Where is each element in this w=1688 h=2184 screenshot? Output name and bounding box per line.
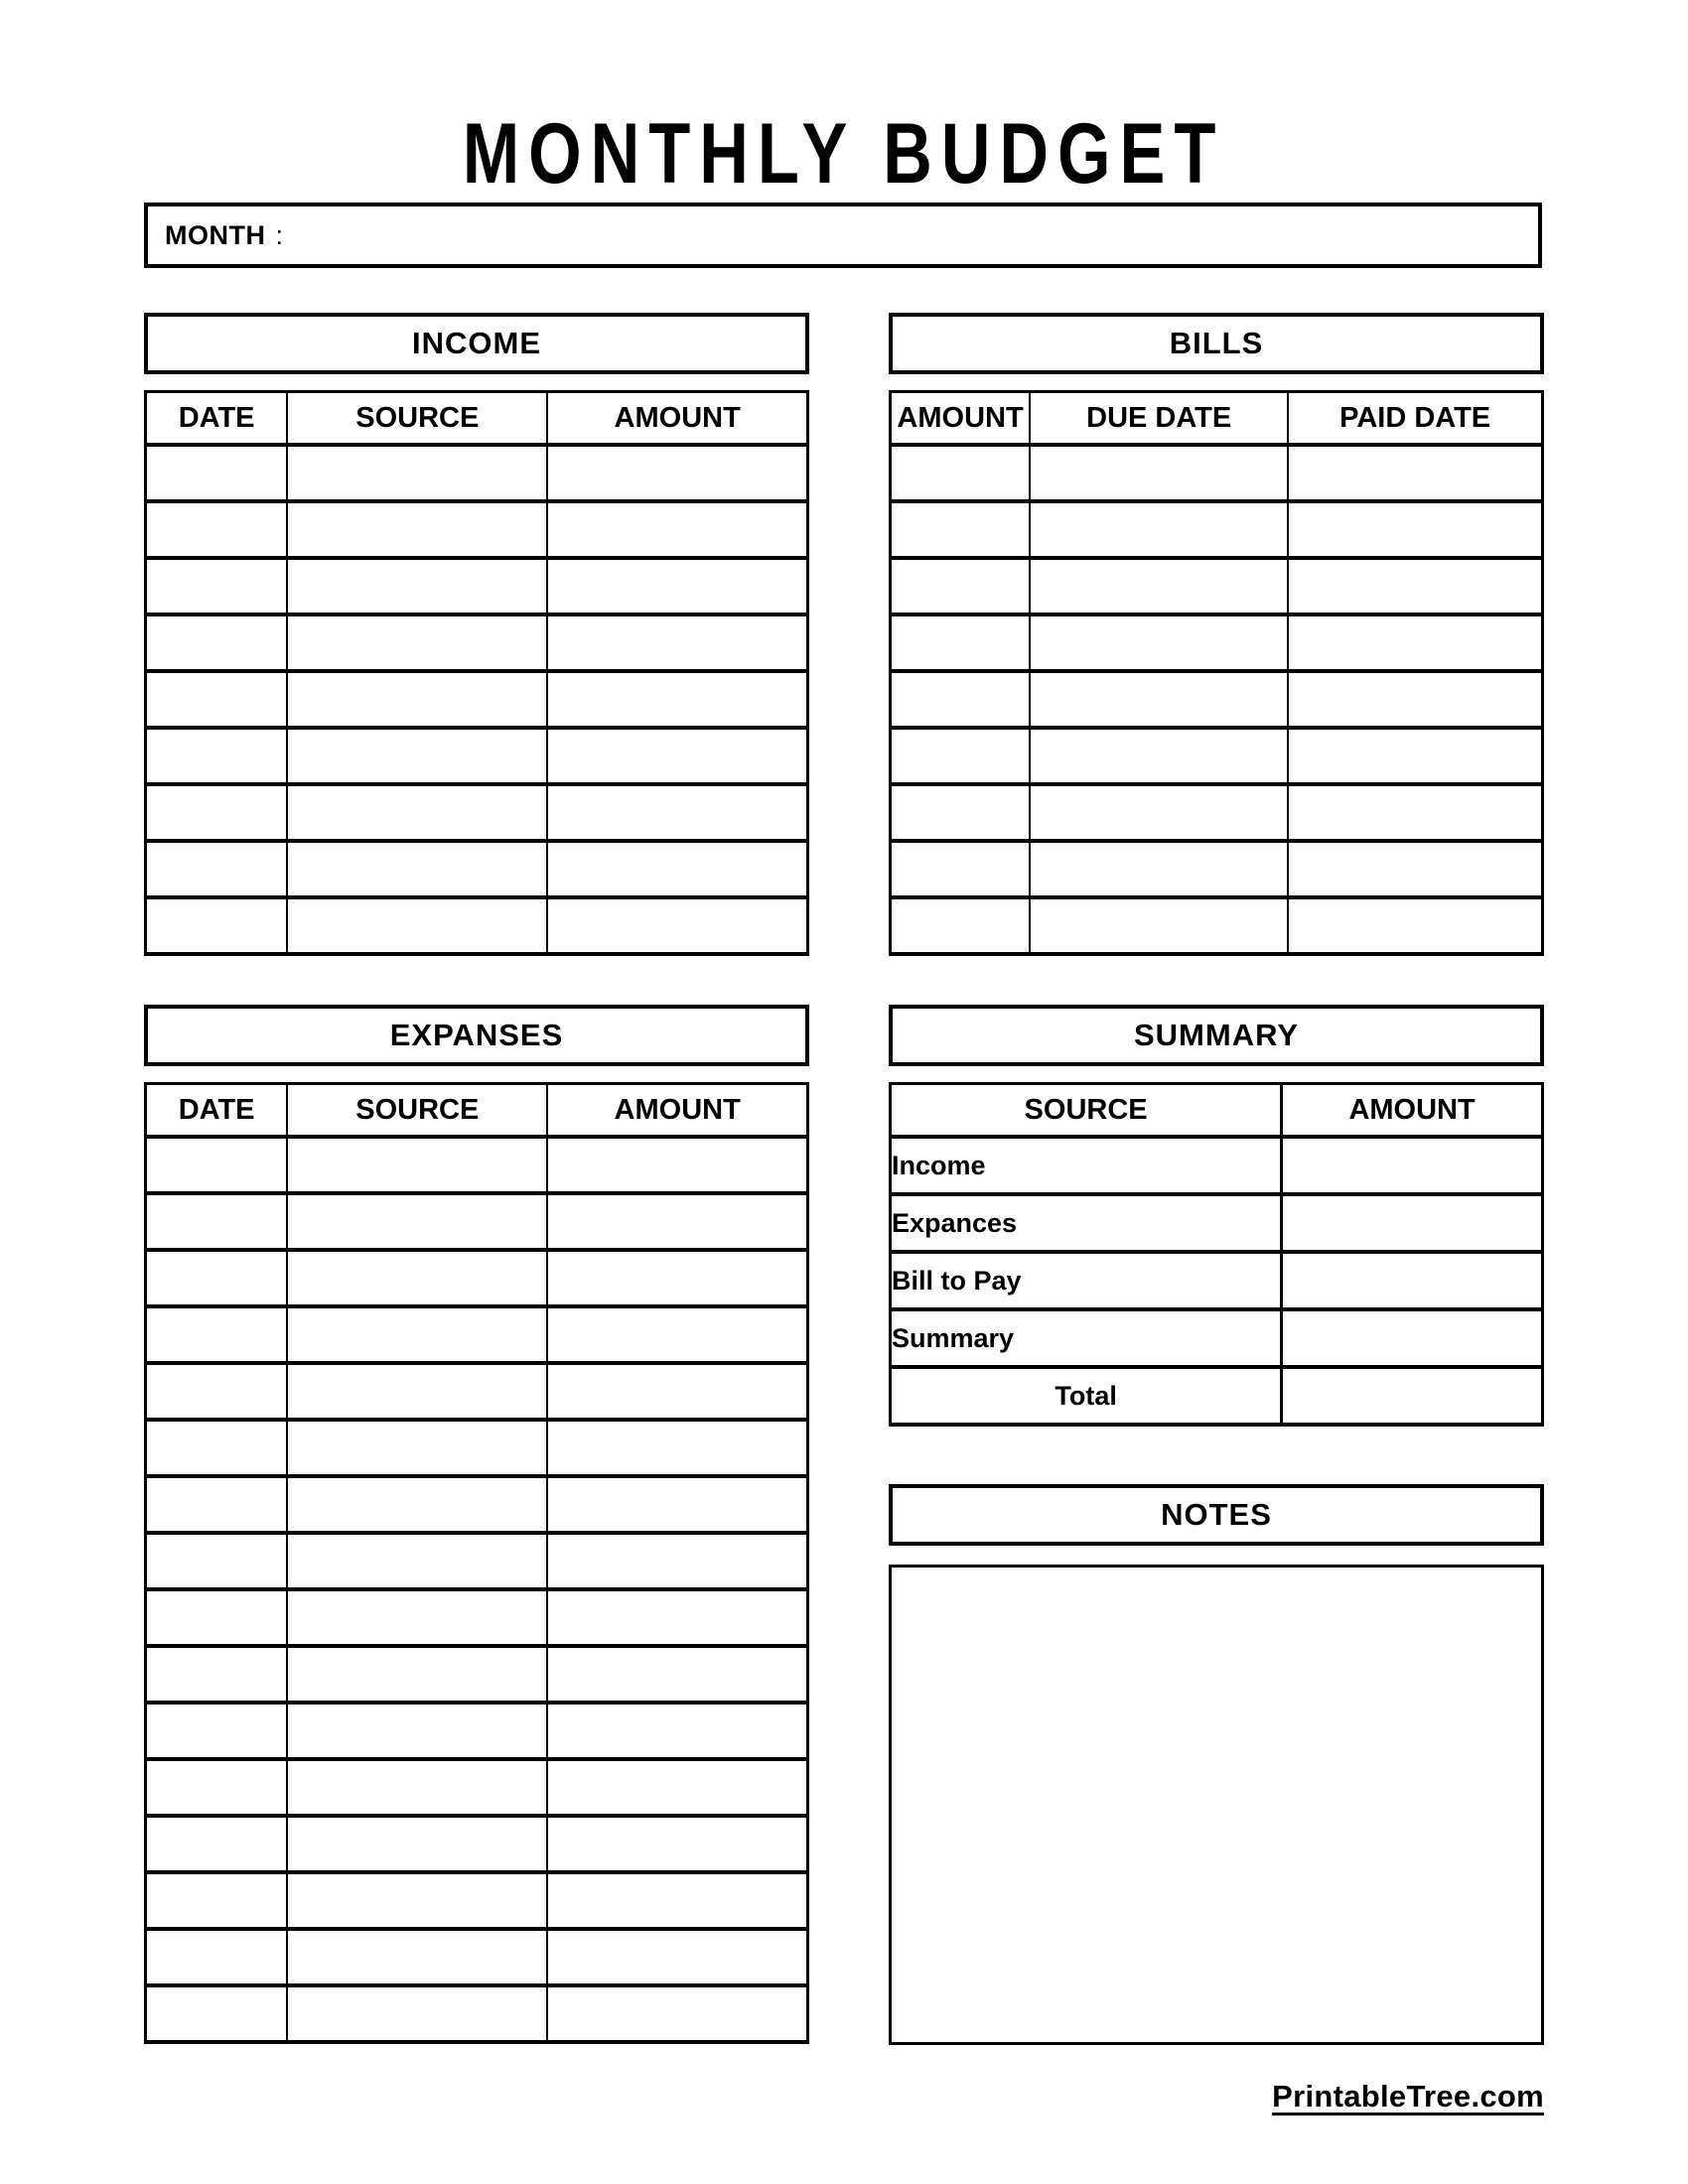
expanses-empty-row xyxy=(146,1306,808,1363)
income-table xyxy=(144,390,809,956)
bills-empty-row-cell[interactable] xyxy=(891,614,1031,671)
summary-total-amount-cell[interactable] xyxy=(1282,1367,1543,1425)
notes-title: NOTES xyxy=(889,1484,1544,1546)
notes-section xyxy=(889,1484,1544,2045)
summary-row-bill-to-pay xyxy=(891,1252,1543,1309)
notes-area[interactable] xyxy=(889,1565,1544,2045)
expanses-header-row xyxy=(146,1084,808,1138)
month-box xyxy=(144,203,1542,268)
expanses-empty-row-cell[interactable] xyxy=(547,1533,807,1589)
summary-expances-amount-cell[interactable] xyxy=(1282,1194,1543,1252)
expanses-empty-row-cell[interactable] xyxy=(146,1703,288,1759)
summary-header-row xyxy=(891,1084,1543,1138)
expanses-empty-row-cell[interactable] xyxy=(287,1872,547,1929)
expanses-empty-row-cell[interactable] xyxy=(146,1193,288,1250)
bills-empty-row xyxy=(891,445,1543,501)
summary-row-income xyxy=(891,1137,1543,1194)
expanses-empty-row-cell[interactable] xyxy=(146,1872,288,1929)
income-empty-row-cell[interactable] xyxy=(146,558,288,614)
income-empty-row-cell[interactable] xyxy=(287,784,547,841)
expanses-empty-row-cell[interactable] xyxy=(146,1137,288,1193)
expanses-empty-row-cell[interactable] xyxy=(146,1476,288,1533)
income-empty-row-cell[interactable] xyxy=(287,501,547,558)
income-title: INCOME xyxy=(144,313,809,374)
expanses-empty-row xyxy=(146,1589,808,1646)
expanses-empty-row-cell[interactable] xyxy=(547,1646,807,1703)
bills-empty-row xyxy=(891,841,1543,897)
income-empty-row-cell[interactable] xyxy=(287,445,547,501)
summary-summary-label: Summary xyxy=(891,1309,1282,1367)
expanses-empty-row-cell[interactable] xyxy=(146,1250,288,1306)
bills-empty-row xyxy=(891,614,1543,671)
expanses-empty-row-cell[interactable] xyxy=(146,1363,288,1420)
bills-section xyxy=(889,313,1544,956)
bills-empty-row xyxy=(891,671,1543,728)
bills-title: BILLS xyxy=(889,313,1544,374)
expanses-empty-row-cell[interactable] xyxy=(547,1193,807,1250)
summary-title: SUMMARY xyxy=(889,1005,1544,1066)
expanses-empty-row-cell[interactable] xyxy=(146,1420,288,1476)
income-empty-row xyxy=(146,445,808,501)
expanses-empty-row xyxy=(146,1816,808,1872)
bills-empty-row xyxy=(891,728,1543,784)
income-empty-row-cell[interactable] xyxy=(146,614,288,671)
expanses-empty-row xyxy=(146,1420,808,1476)
bills-empty-row-cell[interactable] xyxy=(891,445,1031,501)
income-empty-row xyxy=(146,728,808,784)
bills-empty-row-cell[interactable] xyxy=(1030,897,1288,954)
bills-empty-row-cell[interactable] xyxy=(1030,728,1288,784)
expanses-empty-row xyxy=(146,1703,808,1759)
income-empty-row-cell[interactable] xyxy=(547,841,807,897)
bills-empty-row-cell[interactable] xyxy=(891,784,1031,841)
bills-empty-row-cell[interactable] xyxy=(1288,558,1542,614)
expanses-empty-row-cell[interactable] xyxy=(287,1476,547,1533)
summary-bill-to-pay-label: Bill to Pay xyxy=(891,1252,1282,1309)
bills-empty-row-cell[interactable] xyxy=(1030,445,1288,501)
expanses-col-source: SOURCE xyxy=(287,1084,547,1138)
summary-row-expances xyxy=(891,1194,1543,1252)
month-label: MONTH xyxy=(165,219,266,250)
income-empty-row-cell[interactable] xyxy=(146,445,288,501)
bills-empty-row-cell[interactable] xyxy=(1288,501,1542,558)
income-empty-row-cell[interactable] xyxy=(146,784,288,841)
bills-empty-row xyxy=(891,897,1543,954)
expanses-empty-row-cell[interactable] xyxy=(547,1872,807,1929)
expanses-empty-row-cell[interactable] xyxy=(146,1646,288,1703)
income-empty-row-cell[interactable] xyxy=(547,671,807,728)
bills-table xyxy=(889,390,1544,956)
bills-empty-row-cell[interactable] xyxy=(1288,445,1542,501)
expanses-empty-row-cell[interactable] xyxy=(547,1420,807,1476)
expanses-empty-row-cell[interactable] xyxy=(547,1589,807,1646)
bills-empty-row-cell[interactable] xyxy=(891,558,1031,614)
summary-expances-label: Expances xyxy=(891,1194,1282,1252)
income-empty-row xyxy=(146,501,808,558)
income-empty-row-cell[interactable] xyxy=(146,897,288,954)
expanses-empty-row-cell[interactable] xyxy=(287,1363,547,1420)
income-empty-row-cell[interactable] xyxy=(287,897,547,954)
expanses-table xyxy=(144,1082,809,2044)
income-empty-row-cell[interactable] xyxy=(287,841,547,897)
income-empty-row-cell[interactable] xyxy=(547,897,807,954)
income-empty-row-cell[interactable] xyxy=(146,671,288,728)
summary-table xyxy=(889,1082,1544,1427)
bills-empty-row xyxy=(891,784,1543,841)
expanses-col-date: DATE xyxy=(146,1084,288,1138)
expanses-empty-row-cell[interactable] xyxy=(146,1533,288,1589)
income-col-source: SOURCE xyxy=(287,392,547,446)
income-empty-row-cell[interactable] xyxy=(146,728,288,784)
summary-bill-to-pay-amount-cell[interactable] xyxy=(1282,1252,1543,1309)
summary-col-source: SOURCE xyxy=(891,1084,1282,1138)
bills-header-row xyxy=(891,392,1543,446)
month-separator: : xyxy=(275,219,283,250)
summary-section xyxy=(889,1005,1544,1427)
bills-empty-row-cell[interactable] xyxy=(1030,501,1288,558)
income-header-row xyxy=(146,392,808,446)
income-empty-row-cell[interactable] xyxy=(547,501,807,558)
page-title-text: MONTHLY BUDGET xyxy=(463,106,1225,202)
expanses-empty-row-cell[interactable] xyxy=(547,1985,807,2042)
bills-empty-row-cell[interactable] xyxy=(891,671,1031,728)
expanses-empty-row xyxy=(146,1872,808,1929)
expanses-empty-row xyxy=(146,1137,808,1193)
expanses-empty-row-cell[interactable] xyxy=(287,1420,547,1476)
bills-empty-row-cell[interactable] xyxy=(1288,614,1542,671)
expanses-empty-row-cell[interactable] xyxy=(287,1589,547,1646)
expanses-empty-row-cell[interactable] xyxy=(146,1816,288,1872)
month-value-area[interactable] xyxy=(283,206,1538,264)
bills-empty-row-cell[interactable] xyxy=(1030,614,1288,671)
income-empty-row-cell[interactable] xyxy=(146,501,288,558)
income-empty-row xyxy=(146,897,808,954)
income-empty-row-cell[interactable] xyxy=(547,445,807,501)
summary-income-label: Income xyxy=(891,1137,1282,1194)
footer-link[interactable]: PrintableTree.com xyxy=(1272,2079,1544,2114)
income-col-date: DATE xyxy=(146,392,288,446)
expanses-empty-row-cell[interactable] xyxy=(547,1476,807,1533)
income-empty-row xyxy=(146,614,808,671)
expanses-empty-row xyxy=(146,1985,808,2042)
income-empty-row xyxy=(146,671,808,728)
expanses-empty-row-cell[interactable] xyxy=(547,1816,807,1872)
expanses-title: EXPANSES xyxy=(144,1005,809,1066)
expanses-empty-row-cell[interactable] xyxy=(146,1929,288,1985)
income-empty-row xyxy=(146,841,808,897)
expanses-empty-row xyxy=(146,1250,808,1306)
expanses-empty-row-cell[interactable] xyxy=(287,1816,547,1872)
expanses-empty-row-cell[interactable] xyxy=(547,1250,807,1306)
expanses-empty-row-cell[interactable] xyxy=(547,1306,807,1363)
expanses-section xyxy=(144,1005,809,2044)
expanses-empty-row-cell[interactable] xyxy=(146,1759,288,1816)
expanses-empty-row-cell[interactable] xyxy=(287,1985,547,2042)
expanses-empty-row-cell[interactable] xyxy=(287,1703,547,1759)
expanses-empty-row-cell[interactable] xyxy=(287,1533,547,1589)
expanses-empty-row-cell[interactable] xyxy=(146,1306,288,1363)
expanses-empty-row-cell[interactable] xyxy=(287,1759,547,1816)
expanses-empty-row xyxy=(146,1193,808,1250)
income-empty-row-cell[interactable] xyxy=(287,558,547,614)
income-empty-row-cell[interactable] xyxy=(547,784,807,841)
income-col-amount: AMOUNT xyxy=(547,392,807,446)
income-empty-row-cell[interactable] xyxy=(287,671,547,728)
income-empty-row-cell[interactable] xyxy=(146,841,288,897)
bills-col-paid-date: PAID DATE xyxy=(1288,392,1542,446)
income-empty-row-cell[interactable] xyxy=(547,558,807,614)
income-empty-row-cell[interactable] xyxy=(287,728,547,784)
expanses-empty-row-cell[interactable] xyxy=(547,1703,807,1759)
summary-col-amount: AMOUNT xyxy=(1282,1084,1543,1138)
summary-row-summary xyxy=(891,1309,1543,1367)
summary-income-amount-cell[interactable] xyxy=(1282,1137,1543,1194)
bills-empty-row-cell[interactable] xyxy=(1288,728,1542,784)
expanses-empty-row xyxy=(146,1476,808,1533)
expanses-empty-row-cell[interactable] xyxy=(547,1137,807,1193)
income-empty-row-cell[interactable] xyxy=(287,614,547,671)
income-empty-row xyxy=(146,558,808,614)
expanses-empty-row xyxy=(146,1646,808,1703)
expanses-empty-row-cell[interactable] xyxy=(547,1759,807,1816)
bills-empty-row-cell[interactable] xyxy=(1030,558,1288,614)
summary-summary-amount-cell[interactable] xyxy=(1282,1309,1543,1367)
expanses-empty-row-cell[interactable] xyxy=(287,1929,547,1985)
bills-empty-row-cell[interactable] xyxy=(891,728,1031,784)
expanses-empty-row-cell[interactable] xyxy=(287,1250,547,1306)
expanses-empty-row xyxy=(146,1929,808,1985)
bills-col-amount: AMOUNT xyxy=(891,392,1031,446)
expanses-empty-row-cell[interactable] xyxy=(146,1985,288,2042)
income-section xyxy=(144,313,809,956)
bills-empty-row-cell[interactable] xyxy=(1288,671,1542,728)
expanses-empty-row xyxy=(146,1759,808,1816)
bills-empty-row-cell[interactable] xyxy=(1030,841,1288,897)
expanses-empty-row-cell[interactable] xyxy=(287,1137,547,1193)
expanses-empty-row-cell[interactable] xyxy=(287,1306,547,1363)
bills-empty-row-cell[interactable] xyxy=(1288,841,1542,897)
summary-row-total xyxy=(891,1367,1543,1425)
bills-empty-row-cell[interactable] xyxy=(1288,784,1542,841)
bills-empty-row-cell[interactable] xyxy=(1030,671,1288,728)
expanses-col-amount: AMOUNT xyxy=(547,1084,807,1138)
bills-empty-row xyxy=(891,501,1543,558)
expanses-empty-row xyxy=(146,1363,808,1420)
expanses-empty-row xyxy=(146,1533,808,1589)
income-empty-row-cell[interactable] xyxy=(547,728,807,784)
expanses-empty-row-cell[interactable] xyxy=(287,1193,547,1250)
expanses-empty-row-cell[interactable] xyxy=(146,1589,288,1646)
income-empty-row xyxy=(146,784,808,841)
income-empty-row-cell[interactable] xyxy=(547,614,807,671)
bills-empty-row-cell[interactable] xyxy=(891,841,1031,897)
bills-empty-row-cell[interactable] xyxy=(891,501,1031,558)
expanses-empty-row-cell[interactable] xyxy=(547,1929,807,1985)
page-title xyxy=(0,106,1688,202)
summary-total-label: Total xyxy=(891,1367,1282,1425)
bills-empty-row-cell[interactable] xyxy=(891,897,1031,954)
expanses-empty-row-cell[interactable] xyxy=(287,1646,547,1703)
bills-empty-row-cell[interactable] xyxy=(1288,897,1542,954)
bills-empty-row-cell[interactable] xyxy=(1030,784,1288,841)
bills-col-due-date: DUE DATE xyxy=(1030,392,1288,446)
expanses-empty-row-cell[interactable] xyxy=(547,1363,807,1420)
bills-empty-row xyxy=(891,558,1543,614)
